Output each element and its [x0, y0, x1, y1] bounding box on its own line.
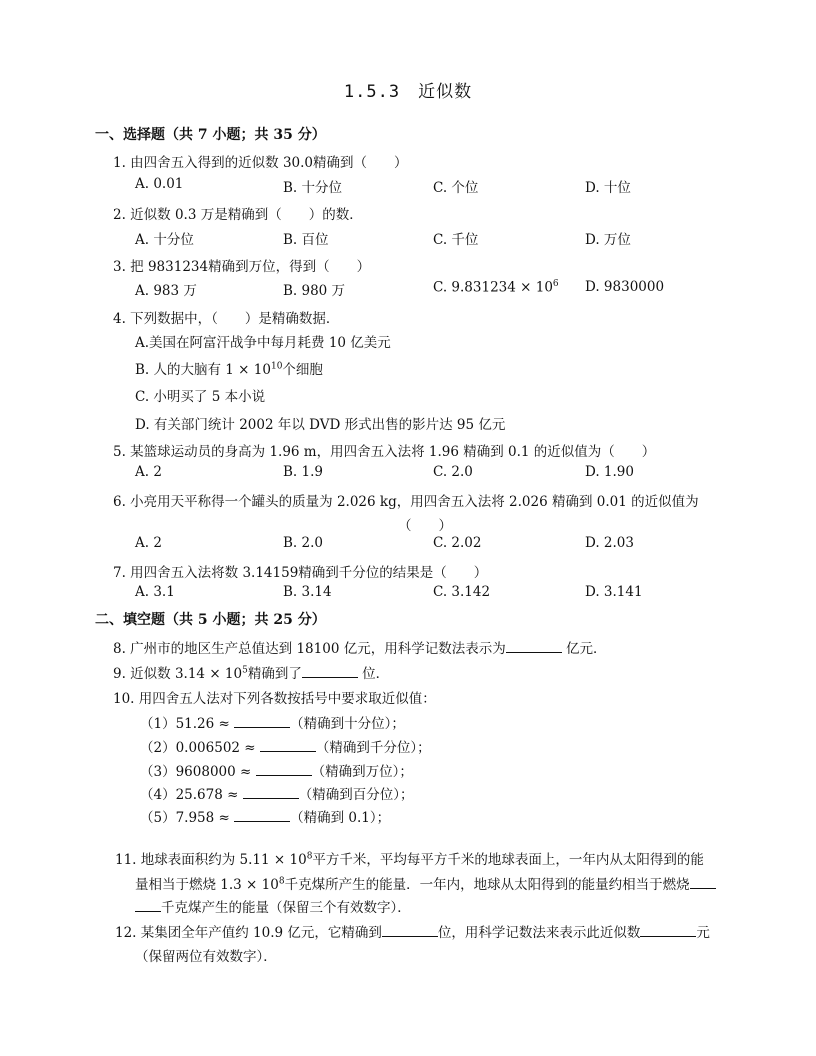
question-3-option-c: C. $9.831234 \times 10^6$	[433, 279, 559, 296]
question-6-answer-paren: （ ）	[398, 518, 452, 534]
question-5-stem: 5. 某篮球运动员的身高为 1.96 m，用四舍五入法将 1.96 精确到 0.1 的近似值为（ ）	[113, 444, 656, 460]
answer-blank[interactable]	[135, 899, 161, 912]
answer-blank[interactable]	[640, 924, 696, 937]
section-fill-header: 二、填空题（共 5 小题；共 25 分）	[95, 612, 326, 628]
question-3-stem: 3. 把 9831234精确到万位，得到（ ）	[113, 259, 371, 275]
answer-blank[interactable]	[256, 763, 312, 776]
question-1-option-d: D. 十位	[585, 180, 631, 196]
question-11-line-1: 11. 地球表面积约为 $5.11 \times 10^8$平方千米，平均每平方千米的地球表面上，一年内从太阳得到的能	[115, 851, 704, 868]
question-3-option-d: D. 9830000	[585, 279, 665, 295]
question-7-option-c: C. 3.142	[433, 584, 491, 600]
answer-blank[interactable]	[234, 809, 290, 822]
question-4-option-b: B. 人的大脑有 $1 \times 10^{10}$个细胞	[135, 361, 323, 378]
answer-blank[interactable]	[243, 786, 299, 799]
question-6-option-d: D. 2.03	[585, 535, 634, 551]
answer-blank[interactable]	[234, 715, 290, 728]
question-10-item-4: （4）25.678 ≈ （精确到百分位）；	[140, 787, 414, 803]
question-6-stem: 6. 小亮用天平称得一个罐头的质量为 2.026 kg，用四舍五入法将 2.026 精确到 0.01 的近似值为	[113, 494, 699, 510]
question-1-option-b: B. 十分位	[283, 180, 343, 196]
page-title: 1.5.3 近似数	[343, 82, 473, 102]
answer-blank[interactable]	[260, 739, 316, 752]
question-5-option-a: A. 2	[135, 464, 162, 480]
question-10-item-2: （2）0.006502 ≈ （精确到千分位）；	[140, 740, 431, 756]
section-choice-header: 一、选择题（共 7 小题；共 35 分）	[95, 127, 326, 143]
question-10-item-5: （5）7.958 ≈ （精确到 0.1）；	[140, 810, 391, 826]
question-6-option-a: A. 2	[135, 535, 162, 551]
question-12-line-2: （保留两位有效数字）．	[135, 949, 277, 965]
answer-blank[interactable]	[506, 640, 562, 653]
question-7-option-d: D. 3.141	[585, 584, 643, 600]
question-10-item-1: （1）51.26 ≈ （精确到十分位）；	[140, 716, 405, 732]
question-4-option-c: C. 小明买了 5 本小说	[135, 389, 266, 405]
question-10-item-3: （3）9608000 ≈ （精确到万位）；	[140, 764, 413, 780]
question-9: 9. 近似数 $3.14 \times 10^5$精确到了 位．	[113, 665, 390, 682]
answer-blank[interactable]	[382, 924, 438, 937]
question-2-option-c: C. 千位	[433, 232, 479, 248]
question-12-line-1: 12. 某集团全年产值约 10.9 亿元，它精确到 位，用科学记数法来表示此近似数 元	[115, 925, 710, 941]
question-5-option-d: D. 1.90	[585, 464, 634, 480]
question-2-stem: 2. 近似数 0.3 万是精确到（ ）的数．	[113, 207, 363, 223]
question-6-option-b: B. 2.0	[283, 535, 323, 551]
question-11-line-3: 千克煤产生的能量（保留三个有效数字）．	[135, 896, 411, 916]
question-1-option-c: C. 个位	[433, 180, 479, 196]
answer-blank[interactable]	[690, 876, 716, 889]
question-2-option-b: B. 百位	[283, 232, 329, 248]
question-3-option-b: B. 980 万	[283, 283, 346, 299]
question-11-line-2: 量相当于燃烧 $1.3 \times 10^8$千克煤所产生的能量．一年内，地球从太阳得到的能量约相当于燃烧	[135, 873, 716, 893]
question-1-stem: 1. 由四舍五入得到的近似数 30.0精确到（ ）	[113, 155, 408, 171]
question-7-stem: 7. 用四舍五入法将数 3.14159精确到千分位的结果是（ ）	[113, 565, 488, 581]
question-5-option-c: C. 2.0	[433, 464, 473, 480]
question-2-option-a: A. 十分位	[135, 232, 194, 248]
question-1-option-a: A. 0.01	[135, 176, 184, 192]
question-10-stem: 10. 用四舍五人法对下列各数按括号中要求取近似值：	[113, 691, 436, 707]
question-7-option-a: A. 3.1	[135, 584, 175, 600]
question-3-option-a: A. 983 万	[135, 283, 197, 299]
question-8: 8. 广州市的地区生产总值达到 18100 亿元，用科学记数法表示为 亿元．	[113, 641, 607, 657]
answer-blank[interactable]	[302, 665, 358, 678]
question-2-option-d: D. 万位	[585, 232, 631, 248]
question-4-stem: 4. 下列数据中，（ ）是精确数据．	[113, 311, 340, 327]
question-6-option-c: C. 2.02	[433, 535, 482, 551]
question-7-option-b: B. 3.14	[283, 584, 332, 600]
question-4-option-d: D. 有关部门统计 2002 年以 DVD 形式出售的影片达 95 亿元	[135, 417, 506, 433]
question-4-option-a: A.美国在阿富汗战争中每月耗费 10 亿美元	[135, 335, 391, 351]
question-5-option-b: B. 1.9	[283, 464, 323, 480]
